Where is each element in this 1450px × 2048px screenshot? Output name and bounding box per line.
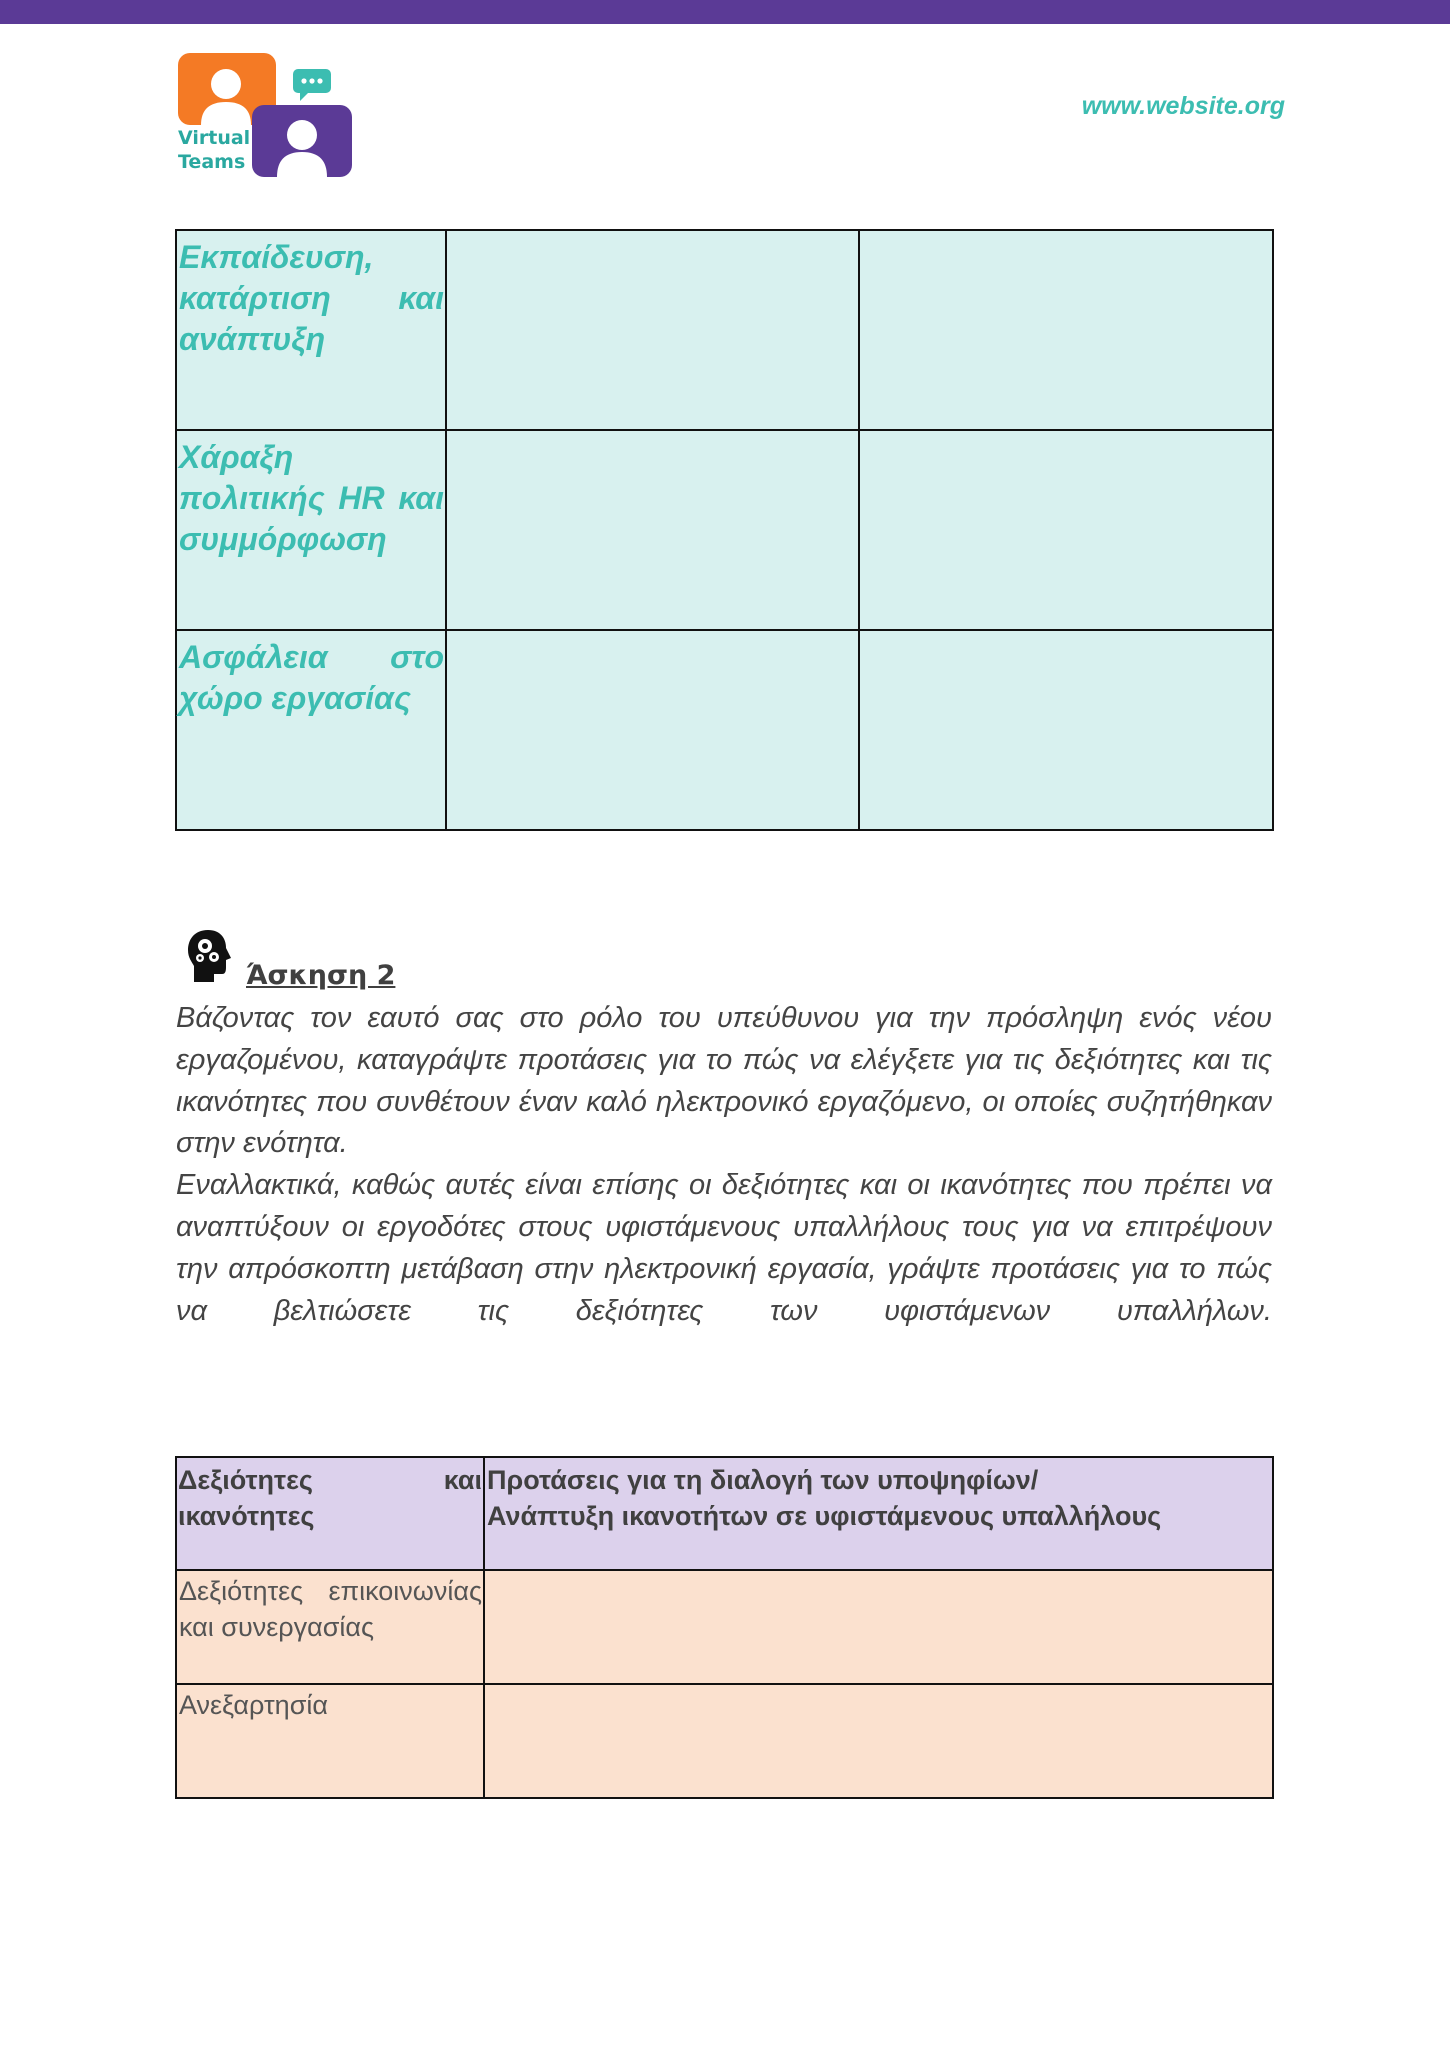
top-bar [0, 0, 1450, 24]
exercise-paragraph-1: Βάζοντας τον εαυτό σας στο ρόλο του υπεύθυνου για την πρόσληψη ενός νέου εργαζομένου, καταγράψτε προτάσεις για το πώς να ελέγξετε για τις δεξιότητες και τις ικανότητες που συνθέτουν έναν καλό ηλεκτρονικό εργαζόμενο, οι οποίες συζητήθηκαν στην ενότητα. [176, 1002, 1272, 1160]
row-label: Εκπαίδευση, κατάρτιση και ανάπτυξη [176, 230, 446, 430]
table-row [176, 230, 1273, 430]
row-label: Χάραξη πολιτικής HR και συμμόρφωση [176, 430, 446, 630]
table-cell[interactable] [446, 630, 859, 830]
exercise-body [176, 998, 1272, 1332]
logo-text-line2: Teams [178, 151, 246, 173]
table-cell[interactable] [859, 630, 1273, 830]
table-cell[interactable] [859, 430, 1273, 630]
row-label: Ανεξαρτησία [176, 1684, 484, 1798]
table-cell[interactable] [859, 230, 1273, 430]
table-header-row [176, 1457, 1273, 1570]
skills-table [175, 1456, 1274, 1799]
exercise-paragraph-2: Εναλλακτικά, καθώς αυτές είναι επίσης οι δεξιότητες και οι ικανότητες που πρέπει να αναπτύξουν οι εργοδότες στους υφιστάμενους υπαλλήλους τους για να επιτρέψουν την απρόσκοπτη μετάβαση στην ηλεκτρονική εργασία, γράψτε προτάσεις για το πώς να βελτιώσετε τις δεξιότητες των υφιστάμενων υπαλλήλων. [176, 1169, 1272, 1327]
table-cell[interactable] [446, 430, 859, 630]
thinking-head-icon [186, 928, 234, 984]
virtual-teams-logo [176, 52, 356, 182]
website-link[interactable]: www.website.org [1081, 92, 1285, 120]
column-header-line: Προτάσεις για τη διαλογή των υποψηφίων/ [487, 1465, 1039, 1495]
table-cell[interactable] [484, 1570, 1273, 1684]
row-label: Ασφάλεια στο χώρο εργασίας [176, 630, 446, 830]
table-cell[interactable] [484, 1684, 1273, 1798]
table-row [176, 1684, 1273, 1798]
topics-table [175, 229, 1274, 831]
logo-text-line1: Virtual [178, 127, 251, 149]
logo-text [178, 126, 250, 174]
column-header-skills: Δεξιότητες και ικανότητες [176, 1457, 484, 1570]
row-label: Δεξιότητες επικοινωνίας και συνεργασίας [176, 1570, 484, 1684]
column-header-suggestions [484, 1457, 1273, 1570]
table-row [176, 630, 1273, 830]
exercise-title: Άσκηση 2 [246, 960, 396, 991]
table-row [176, 430, 1273, 630]
table-row [176, 1570, 1273, 1684]
column-header-line: Ανάπτυξη ικανοτήτων σε υφιστάμενους υπαλλήλους [487, 1501, 1162, 1531]
table-cell[interactable] [446, 230, 859, 430]
